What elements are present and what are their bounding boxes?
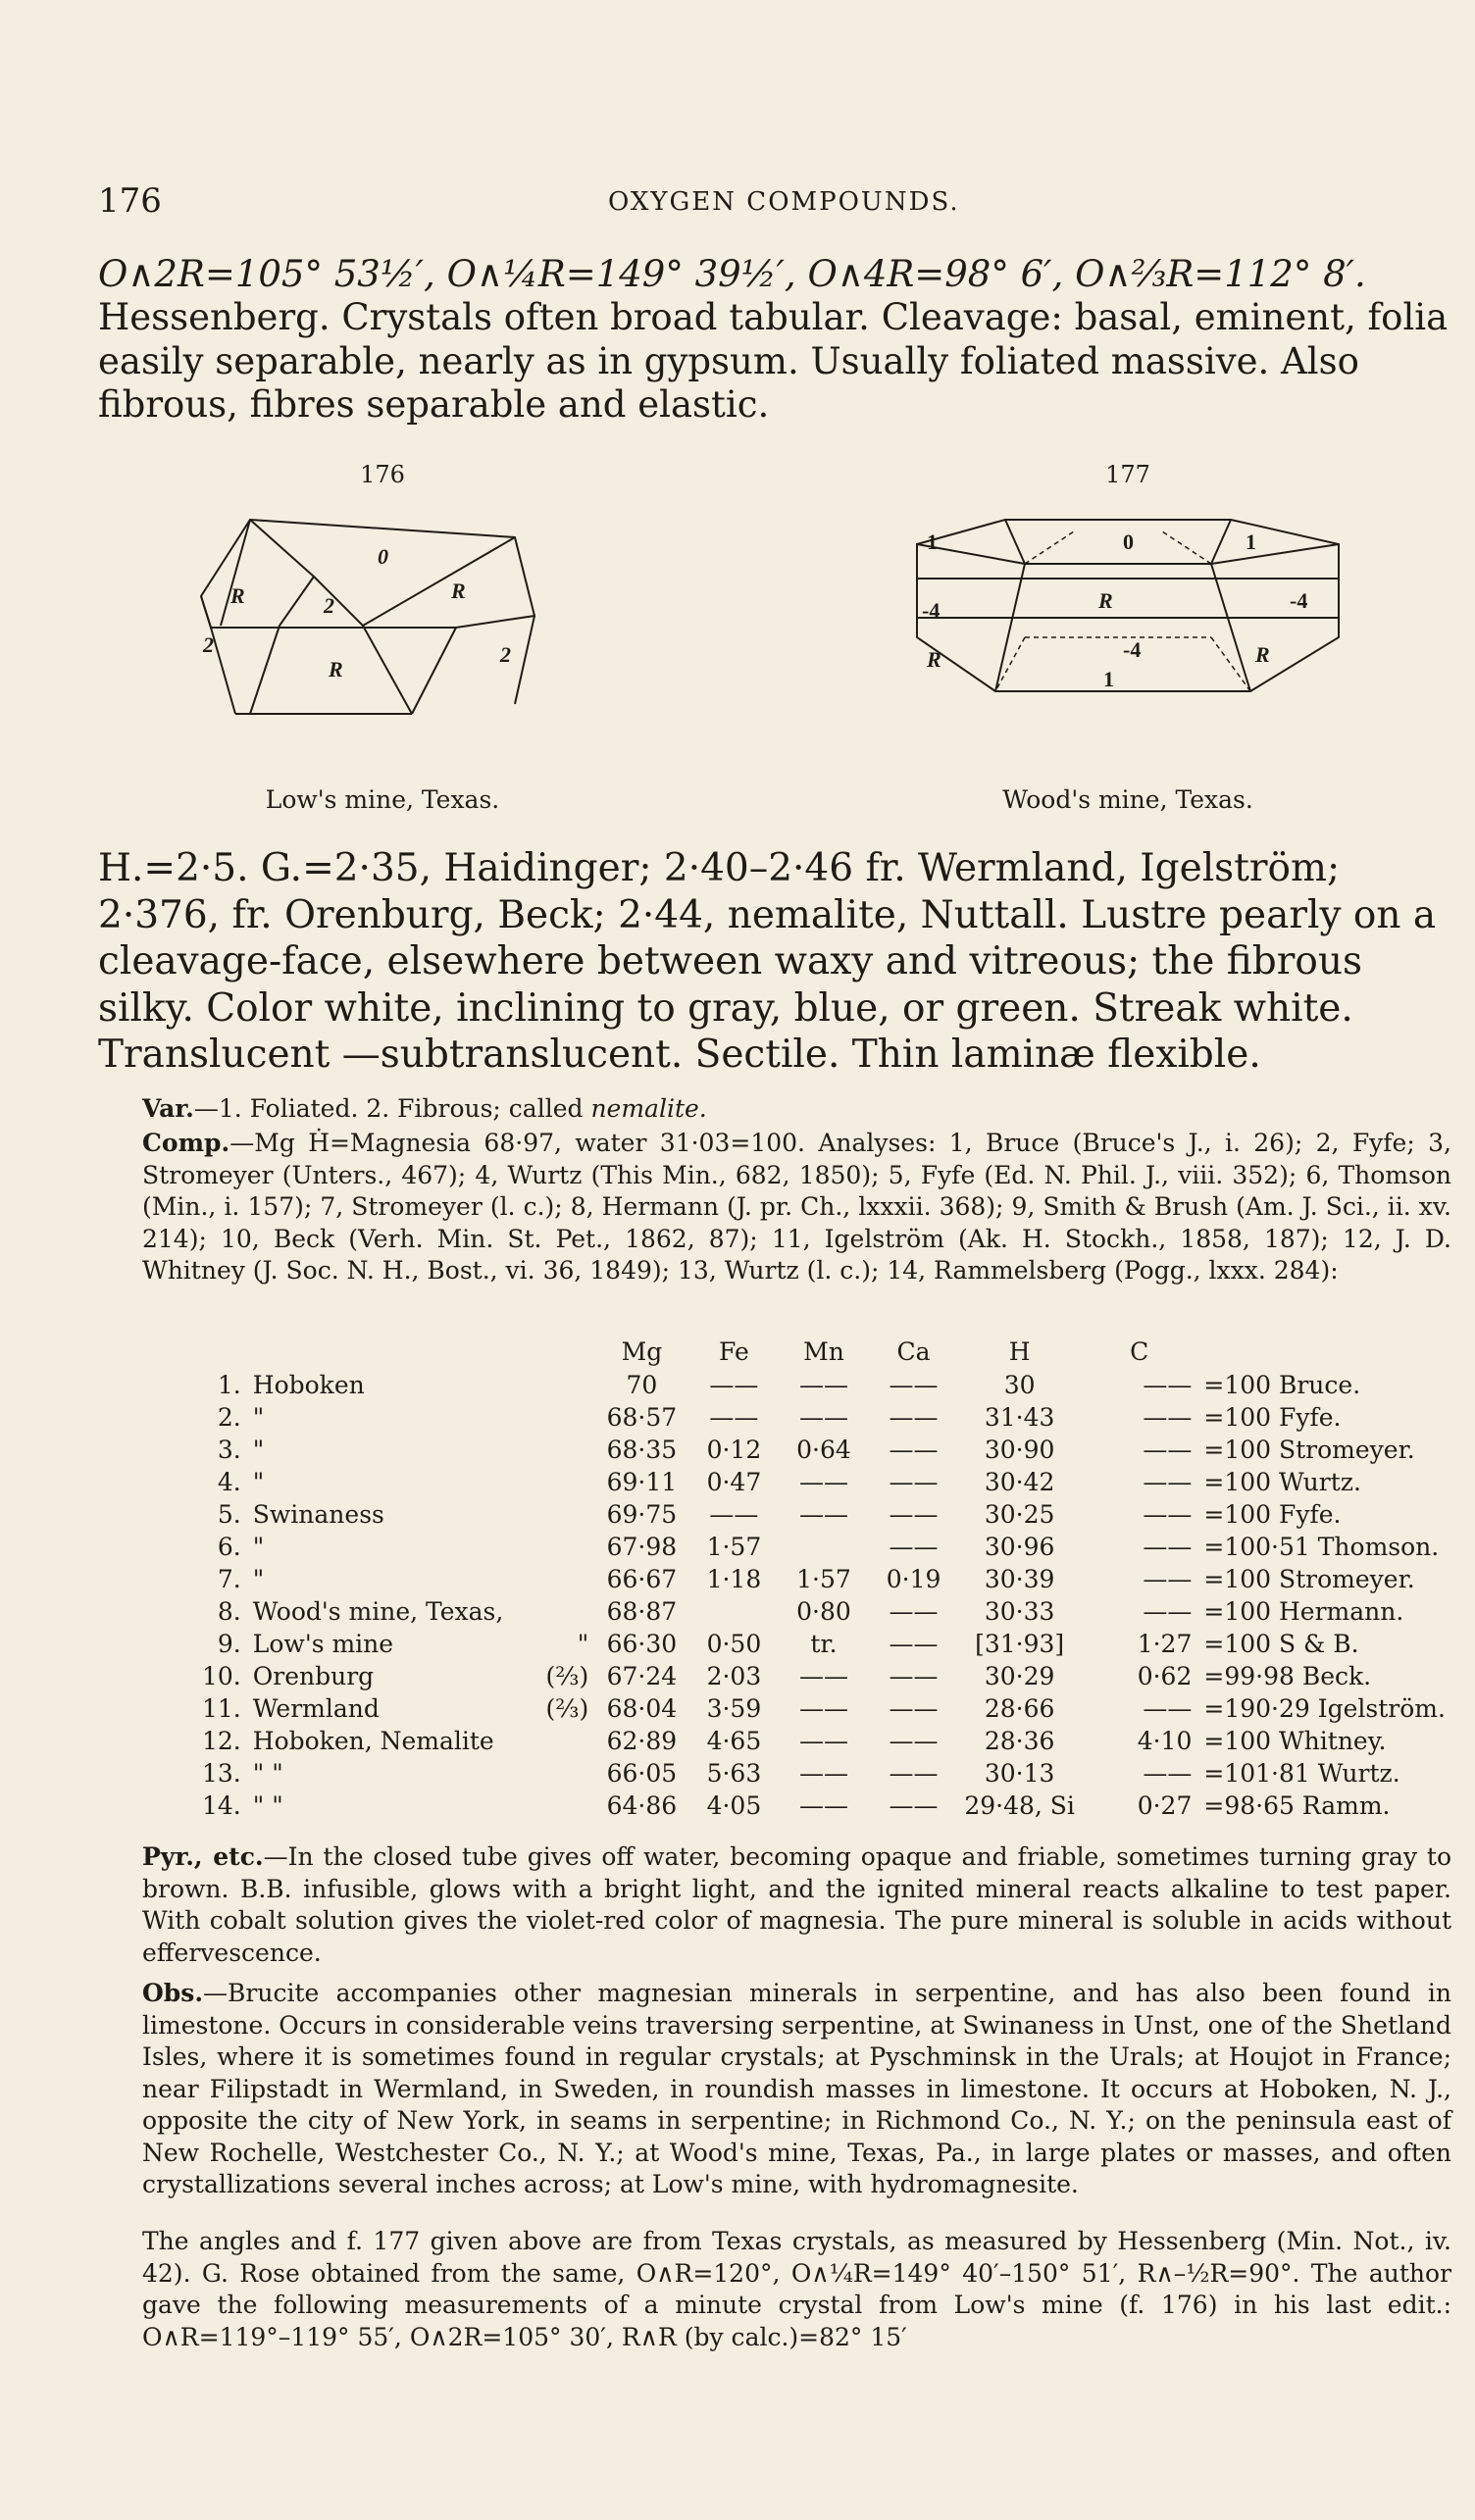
observations-paragraph xyxy=(142,1978,1451,2201)
cell-mg: 69·11 xyxy=(606,1468,678,1496)
cell-mn: —— xyxy=(798,1403,848,1432)
cell-fe: 4·05 xyxy=(706,1791,762,1820)
table-row xyxy=(196,1563,1451,1595)
cell-loc: Wermland xyxy=(252,1694,380,1723)
fig176-label: 2 xyxy=(203,632,214,657)
cell-mg: 66·67 xyxy=(606,1565,678,1593)
cell-ca: —— xyxy=(889,1630,939,1658)
cell-ca: —— xyxy=(889,1597,939,1626)
cell-mn: 0·64 xyxy=(796,1436,851,1464)
cell-mn xyxy=(779,1531,869,1563)
cell-mg: 70 xyxy=(626,1371,658,1399)
table-row xyxy=(196,1757,1451,1789)
fig177-label: 1 xyxy=(1246,529,1256,554)
cell-mg: 66·05 xyxy=(606,1759,678,1788)
cell-h: 30·33 xyxy=(984,1597,1055,1626)
cell-idx: 3. xyxy=(217,1436,241,1464)
fig177-label: 1 xyxy=(1103,667,1114,691)
cell-mn: —— xyxy=(798,1694,848,1723)
cell-idx: 5. xyxy=(217,1500,241,1529)
table-row xyxy=(196,1595,1451,1628)
cell-mg: 62·89 xyxy=(606,1727,678,1755)
cell-mn: —— xyxy=(798,1759,848,1788)
column-header: Fe xyxy=(719,1336,749,1366)
cell-idx: 2. xyxy=(217,1403,241,1432)
comp-label: Comp. xyxy=(142,1129,230,1157)
cell-loc: Hoboken xyxy=(252,1371,365,1399)
cell-calc: 4·10 xyxy=(1137,1727,1193,1755)
cell-loc: Hoboken, Nemalite xyxy=(252,1727,494,1755)
cell-ref: =100 Whitney. xyxy=(1203,1727,1387,1755)
cell-mg: 68·35 xyxy=(606,1436,678,1464)
cell-ref: =100 Fyfe. xyxy=(1203,1403,1342,1432)
cell-idx: 9. xyxy=(217,1630,241,1658)
cell-h: 30·39 xyxy=(984,1565,1055,1593)
cell-mg: 67·98 xyxy=(606,1533,678,1561)
cell-fe: 1·57 xyxy=(706,1533,762,1561)
cell-idx: 7. xyxy=(217,1565,241,1593)
varieties-paragraph xyxy=(142,1093,1451,1126)
cell-mg: 67·24 xyxy=(606,1662,678,1690)
cell-h: 30·42 xyxy=(984,1468,1055,1496)
fig176-label: R xyxy=(451,579,466,603)
cell-ca: —— xyxy=(889,1662,939,1690)
cell-h: 30 xyxy=(1003,1371,1036,1399)
cell-note: " xyxy=(577,1630,589,1658)
composition-paragraph xyxy=(142,1128,1451,1287)
table-row xyxy=(196,1789,1451,1822)
fig177-label: 0 xyxy=(1123,529,1134,554)
cell-calc: —— xyxy=(1143,1565,1193,1593)
cell-loc: " " xyxy=(252,1791,283,1820)
cell-mg: 66·30 xyxy=(606,1630,678,1658)
cell-calc: —— xyxy=(1143,1533,1193,1561)
cell-ca: —— xyxy=(889,1727,939,1755)
cell-h: 30·96 xyxy=(984,1533,1055,1561)
pyr-label: Pyr., etc. xyxy=(142,1842,264,1871)
running-title: OXYGEN COMPOUNDS. xyxy=(608,187,960,217)
page-number: 176 xyxy=(98,181,162,221)
crystal-diagram-176 xyxy=(191,510,574,755)
cell-ref: =100 Stromeyer. xyxy=(1203,1565,1415,1593)
column-header: H xyxy=(1008,1336,1031,1366)
obs-text: —Brucite accompanies other magnesian minerals in serpentine, and has also been found in limestone. Occurs in considerable veins traversing serpentine, at Swinaness in Unst, one of the Shetland Isles, where it is sometimes found in regular crystals; at Pyschminsk in the Urals; at Houjot in France; near Filipstadt in Wermland, in Sweden, in roundish masses in limestone. It occurs at Hoboken, N. J., opposite the city of New York, in seams in serpentine; in Richmond Co., N. Y.; on the peninsula east of New Rochelle, Westchester Co., N. Y.; at Wood's mine, Texas, Pa., in large plates or masses, and often crystallizations several inches across; at Low's mine, with hydromagnesite. xyxy=(142,1979,1451,2198)
page-header xyxy=(98,181,1451,221)
cell-idx: 6. xyxy=(217,1533,241,1561)
cell-idx: 11. xyxy=(202,1694,241,1723)
cell-idx: 14. xyxy=(202,1791,241,1820)
var-text: —1. Foliated. 2. Fibrous; called xyxy=(193,1094,591,1123)
cell-loc: " " xyxy=(252,1759,283,1788)
cell-ref: =100·51 Thomson. xyxy=(1203,1533,1440,1561)
cell-note: (⅔) xyxy=(545,1694,589,1723)
cell-calc: —— xyxy=(1143,1371,1193,1399)
fig177-label: -4 xyxy=(1290,588,1308,613)
cell-mn: —— xyxy=(798,1371,848,1399)
fig177-label: -4 xyxy=(922,598,941,623)
cell-loc: Wood's mine, Texas, xyxy=(252,1597,504,1626)
cell-h: 28·66 xyxy=(984,1694,1055,1723)
cell-note xyxy=(539,1563,594,1595)
fig176-label: 2 xyxy=(324,593,334,618)
cell-loc: Low's mine xyxy=(252,1630,394,1658)
cell-note xyxy=(539,1369,594,1401)
figure-number: 177 xyxy=(1105,461,1150,488)
cell-note xyxy=(539,1595,594,1628)
cell-fe: 0·50 xyxy=(706,1630,762,1658)
cell-note xyxy=(539,1725,594,1757)
cell-calc: —— xyxy=(1143,1436,1193,1464)
cell-calc: —— xyxy=(1143,1597,1193,1626)
cell-note: (⅔) xyxy=(545,1662,589,1690)
cell-loc: " xyxy=(252,1468,265,1496)
fig176-label: 0 xyxy=(378,544,388,569)
cell-loc: " xyxy=(252,1403,265,1432)
physical-properties: H.=2·5. G.=2·35, Haidinger; 2·40–2·46 fr. Wermland, Igelström; 2·376, fr. Orenburg, Beck; 2·44, nemalite, Nuttall. Lustre pearly on a cleavage-face, elsewhere between waxy and vitreous; the fibrous silky. Color white, inclining to gray, blue, or green. Streak white. Translucent —subtranslucent. Sectile. Thin laminæ flexible. xyxy=(98,846,1437,1078)
table-row xyxy=(196,1498,1451,1531)
figure-176 xyxy=(191,461,574,814)
cell-idx: 13. xyxy=(202,1759,241,1788)
cell-calc: 0·62 xyxy=(1137,1662,1193,1690)
fig177-label: R xyxy=(927,647,941,672)
cell-idx: 4. xyxy=(217,1468,241,1496)
cell-mg: 68·87 xyxy=(606,1597,678,1626)
cell-ca: —— xyxy=(889,1791,939,1820)
cell-mg: 68·04 xyxy=(606,1694,678,1723)
var-label: Var. xyxy=(142,1094,194,1123)
cell-fe: —— xyxy=(709,1500,759,1529)
cell-ref: =100 Hermann. xyxy=(1203,1597,1404,1626)
cell-fe: 1·18 xyxy=(706,1565,762,1593)
figure-caption: Low's mine, Texas. xyxy=(265,785,500,814)
cell-loc: " xyxy=(252,1533,265,1561)
analyses-table xyxy=(196,1334,1451,1822)
cell-idx: 12. xyxy=(202,1727,241,1755)
column-header: Ca xyxy=(896,1336,931,1366)
comp-text: —Mg Ḣ=Magnesia 68·97, water 31·03=100. Analyses: 1, Bruce (Bruce's J., i. 26); 2, Fyfe; 3, Stromeyer (Unters., 467); 4, Wurtz (This Min., 682, 1850); 5, Fyfe (Ed. N. Phil. J., viii. 352); 6, Thomson (Min., i. 157); 7, Stromeyer (l. c.); 8, Hermann (J. pr. Ch., lxxxii. 368); 9, Smith & Brush (Am. J. Sci., ii. xv. 214); 10, Beck (Verh. Min. St. Pet., 1862, 87); 11, Igelström (Ak. H. Stockh., 1858, 187); 12, J. D. Whitney (J. Soc. N. H., Bost., vi. 36, 1849); 13, Wurtz (l. c.); 14, Rammelsberg (Pogg., lxxx. 284): xyxy=(142,1129,1451,1285)
cell-h: [31·93] xyxy=(975,1630,1065,1658)
cell-note xyxy=(539,1531,594,1563)
cell-note xyxy=(539,1498,594,1531)
fig176-label: 2 xyxy=(500,642,511,667)
table-row xyxy=(196,1434,1451,1466)
cell-note xyxy=(539,1466,594,1498)
column-header: C xyxy=(1130,1336,1149,1366)
cell-ref: =100 S & B. xyxy=(1203,1630,1359,1658)
cell-ca: —— xyxy=(889,1694,939,1723)
cell-loc: " xyxy=(252,1436,265,1464)
angles-paragraph: The angles and f. 177 given above are from Texas crystals, as measured by Hessenberg (Min. Not., iv. 42). G. Rose obtained from the same, O∧R=120°, O∧¼R=149° 40′–150° 51′, R∧–½R=90°. The author gave the following measurements of a minute crystal from Low's mine (f. 176) in his last edit.: O∧R=119°–119° 55′, O∧2R=105° 30′, R∧R (by calc.)=82° 15′ xyxy=(142,2227,1451,2351)
intro-angles: O∧2R=105° 53½′, O∧¼R=149° 39½′, O∧4R=98° 6′, O∧⅔R=112° 8′. xyxy=(98,253,1366,295)
cell-mn: tr. xyxy=(810,1630,838,1658)
cell-ca: 0·19 xyxy=(886,1565,941,1593)
cell-ref: =101·81 Wurtz. xyxy=(1203,1759,1400,1788)
cell-mg: 64·86 xyxy=(606,1791,678,1820)
table-row xyxy=(196,1531,1451,1563)
obs-label: Obs. xyxy=(142,1979,204,2007)
cell-calc: —— xyxy=(1143,1759,1193,1788)
cell-mn: 0·80 xyxy=(796,1597,851,1626)
table-header-row xyxy=(196,1334,1451,1369)
cell-h: 28·36 xyxy=(984,1727,1055,1755)
cell-fe: 3·59 xyxy=(706,1694,762,1723)
cell-note xyxy=(539,1789,594,1822)
table-row xyxy=(196,1369,1451,1401)
cell-fe: 5·63 xyxy=(706,1759,762,1788)
var-nemalite: nemalite. xyxy=(590,1094,707,1123)
table-row xyxy=(196,1628,1451,1660)
fig177-label: R xyxy=(1255,642,1270,667)
figure-177 xyxy=(878,461,1378,814)
figure-caption: Wood's mine, Texas. xyxy=(1002,785,1253,814)
cell-mn: —— xyxy=(798,1662,848,1690)
fig177-label: R xyxy=(1098,588,1113,613)
cell-mn: 1·57 xyxy=(796,1565,851,1593)
cell-calc: —— xyxy=(1143,1694,1193,1723)
cell-calc: —— xyxy=(1143,1468,1193,1496)
cell-loc: Swinaness xyxy=(252,1500,384,1529)
intro-paragraph xyxy=(98,253,1451,428)
table-row xyxy=(196,1466,1451,1498)
cell-h: 30·29 xyxy=(984,1662,1055,1690)
cell-mn: —— xyxy=(798,1791,848,1820)
table-row xyxy=(196,1401,1451,1434)
cell-h: 30·90 xyxy=(984,1436,1055,1464)
cell-note xyxy=(539,1401,594,1434)
fig177-label: 1 xyxy=(927,529,938,554)
cell-ref: =99·98 Beck. xyxy=(1203,1662,1372,1690)
cell-fe: 2·03 xyxy=(706,1662,762,1690)
pyr-text: —In the closed tube gives off water, becoming opaque and friable, sometimes turning gray to brown. B.B. infusible, glows with a bright light, and the ignited mineral reacts alkaline to test paper. With cobalt solution gives the violet-red color of magnesia. The pure mineral is soluble in acids without effervescence. xyxy=(142,1842,1451,1967)
table-row xyxy=(196,1660,1451,1692)
cell-ref: =100 Bruce. xyxy=(1203,1371,1361,1399)
cell-idx: 10. xyxy=(202,1662,241,1690)
cell-ref: =98·65 Ramm. xyxy=(1203,1791,1391,1820)
cell-ca: —— xyxy=(889,1436,939,1464)
cell-fe xyxy=(689,1595,780,1628)
cell-mn: —— xyxy=(798,1727,848,1755)
cell-h: 31·43 xyxy=(984,1403,1055,1432)
cell-calc: —— xyxy=(1143,1403,1193,1432)
table-row xyxy=(196,1692,1451,1725)
pyrognostics-paragraph xyxy=(142,1841,1451,1969)
cell-ca: —— xyxy=(889,1371,939,1399)
fig176-label: R xyxy=(329,657,343,681)
cell-fe: 4·65 xyxy=(706,1727,762,1755)
cell-calc: 0·27 xyxy=(1137,1791,1193,1820)
crystal-diagram-177 xyxy=(878,510,1378,755)
cell-ca: —— xyxy=(889,1403,939,1432)
cell-loc: Orenburg xyxy=(252,1662,375,1690)
column-header: Mn xyxy=(803,1336,844,1366)
cell-idx: 8. xyxy=(217,1597,241,1626)
table-row xyxy=(196,1725,1451,1757)
intro-text: Hessenberg. Crystals often broad tabular. Cleavage: basal, eminent, folia easily separable, nearly as in gypsum. Usually foliated massive. Also fibrous, fibres separable and elastic. xyxy=(98,296,1449,427)
column-header: Mg xyxy=(621,1336,663,1366)
cell-note xyxy=(539,1757,594,1789)
cell-fe: 0·47 xyxy=(706,1468,762,1496)
cell-ca: —— xyxy=(889,1500,939,1529)
cell-fe: —— xyxy=(709,1371,759,1399)
cell-h: 29·48, Si xyxy=(964,1791,1075,1820)
cell-ca: —— xyxy=(889,1759,939,1788)
cell-calc: —— xyxy=(1143,1500,1193,1529)
cell-mg: 68·57 xyxy=(606,1403,678,1432)
figure-number: 176 xyxy=(360,461,405,488)
cell-mn: —— xyxy=(798,1468,848,1496)
cell-mg: 69·75 xyxy=(606,1500,678,1529)
cell-h: 30·25 xyxy=(984,1500,1055,1529)
fig176-label: R xyxy=(230,583,245,608)
cell-h: 30·13 xyxy=(984,1759,1055,1788)
cell-idx: 1. xyxy=(217,1371,241,1399)
cell-note xyxy=(539,1434,594,1466)
cell-loc: " xyxy=(252,1565,265,1593)
cell-fe: 0·12 xyxy=(706,1436,762,1464)
cell-ref: =100 Fyfe. xyxy=(1203,1500,1342,1529)
cell-fe: —— xyxy=(709,1403,759,1432)
cell-mn: —— xyxy=(798,1500,848,1529)
cell-calc: 1·27 xyxy=(1137,1630,1193,1658)
cell-ref: =190·29 Igelström. xyxy=(1203,1694,1446,1723)
cell-ca: —— xyxy=(889,1468,939,1496)
cell-ref: =100 Stromeyer. xyxy=(1203,1436,1415,1464)
cell-ca: —— xyxy=(889,1533,939,1561)
fig177-label: -4 xyxy=(1123,637,1142,662)
cell-ref: =100 Wurtz. xyxy=(1203,1468,1361,1496)
